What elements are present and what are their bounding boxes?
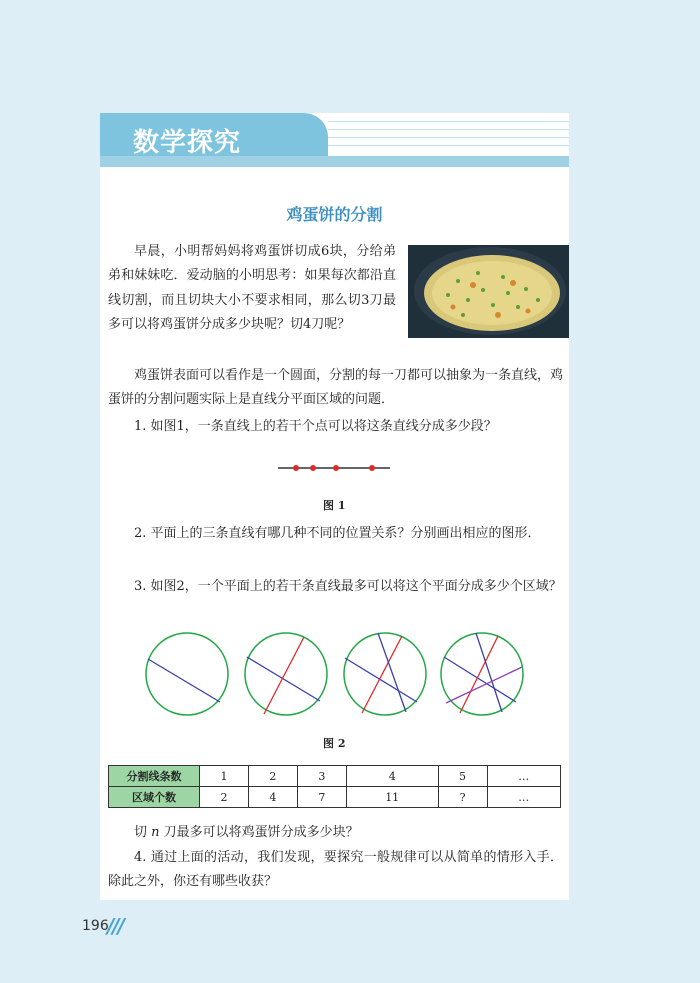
table-cell: … (487, 766, 560, 787)
row-header: 分割线条数 (109, 766, 200, 787)
row-header: 区域个数 (109, 787, 200, 808)
table-cell: ? (438, 787, 487, 808)
table-cell: 7 (297, 787, 346, 808)
question-2: 2. 平面上的三条直线有哪几种不同的位置关系？分别画出相应的图形． (134, 526, 541, 541)
question-n-cuts (108, 821, 563, 845)
point-4 (369, 465, 375, 471)
figure-1-caption: 图 1 (323, 499, 346, 512)
figure-1-line-with-points (270, 458, 400, 478)
q-n-prefix: 切 (134, 825, 148, 840)
table-cell: 3 (297, 766, 346, 787)
intro-paragraph: 早晨，小明帮妈妈将鸡蛋饼切成6块，分给弟弟和妹妹吃．爱动脑的小明思考：如果每次都沿直线切割，而且切块大小不要求相同，那么切3刀最多可以将鸡蛋饼分成多少块呢？切4刀呢？ (108, 244, 396, 332)
question-4: 4. 通过上面的活动，我们发现，要探究一般规律可以从简单的情形入手．除此之外，你还有哪些收获？ (108, 850, 563, 890)
circle-one-line (146, 633, 228, 715)
table-cell: 4 (248, 787, 297, 808)
section-title: 数学探究 (133, 128, 242, 158)
table-cell: 11 (346, 787, 438, 808)
table-cell: … (487, 787, 560, 808)
page-number-decoration: /// (107, 914, 123, 938)
table-row (109, 766, 561, 787)
egg-pancake-photo (408, 245, 569, 338)
figure-2-circles (140, 630, 530, 720)
point-3 (333, 465, 339, 471)
figure-2-caption: 图 2 (323, 737, 346, 750)
circle-four-lines (441, 633, 523, 715)
table-cell: 2 (200, 787, 249, 808)
table-row (109, 787, 561, 808)
abstraction-paragraph: 鸡蛋饼表面可以看作是一个圆面，分割的每一刀都可以抽象为一条直线，鸡蛋饼的分割问题实际上是直线分平面区域的问题． (108, 368, 564, 408)
q-n-suffix: 刀最多可以将鸡蛋饼分成多少块？ (163, 825, 359, 840)
point-2 (310, 465, 316, 471)
results-table (108, 765, 561, 808)
table-cell: 1 (200, 766, 249, 787)
question-3: 3. 如图2，一个平面上的若干条直线最多可以将这个平面分成多少个区域？ (134, 579, 562, 594)
topic-title: 鸡蛋饼的分割 (286, 205, 383, 224)
circle-three-lines (344, 633, 426, 715)
table-cell: 2 (248, 766, 297, 787)
question-1: 1. 如图1，一条直线上的若干个点可以将这条直线分成多少段？ (134, 419, 497, 434)
table-cell: 5 (438, 766, 487, 787)
page-number: 196 (82, 918, 109, 934)
circle-two-lines (245, 633, 327, 715)
variable-n: n (151, 825, 160, 840)
point-1 (293, 465, 299, 471)
table-cell: 4 (346, 766, 438, 787)
